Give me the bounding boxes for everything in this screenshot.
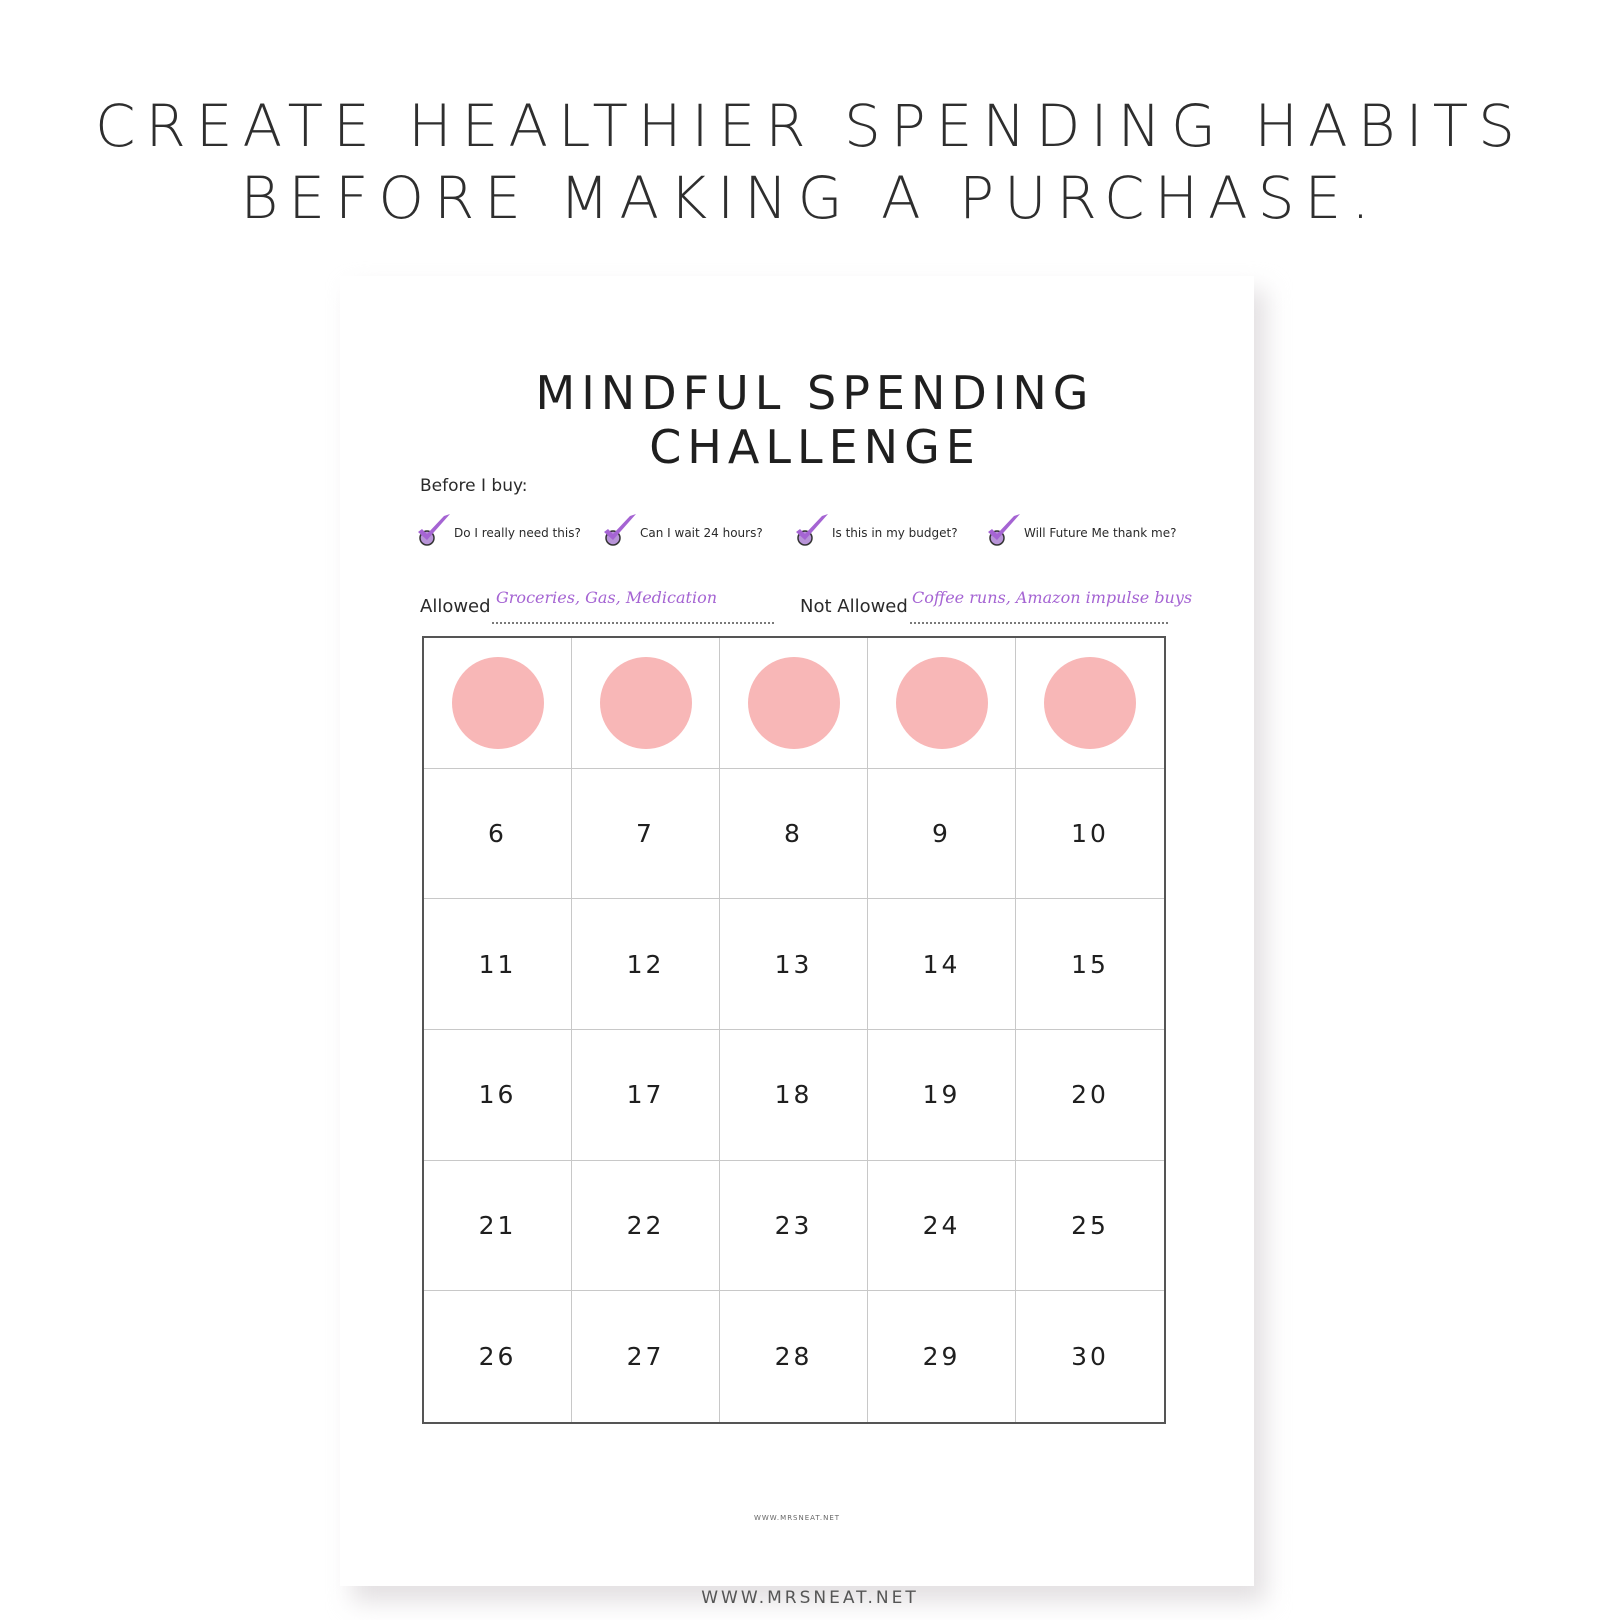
day-number: 13 — [774, 949, 813, 979]
worksheet-title: MINDFUL SPENDING CHALLENGE — [535, 366, 1095, 474]
day-number: 24 — [922, 1210, 961, 1240]
day-cell — [1016, 899, 1164, 1030]
day-cell — [424, 1030, 572, 1161]
day-number: 22 — [626, 1210, 665, 1240]
day-number: 14 — [922, 949, 961, 979]
day-cell — [572, 899, 720, 1030]
day-number: 30 — [1071, 1342, 1109, 1372]
allowed-line — [492, 622, 774, 624]
day-cell — [424, 1291, 572, 1422]
checklist-item-label: Is this in my budget? — [832, 526, 958, 540]
day-cell — [572, 1030, 720, 1161]
checklist-item — [414, 508, 581, 548]
not-allowed-label: Not Allowed — [800, 596, 908, 617]
day-number: 8 — [784, 818, 803, 848]
day-number: 7 — [636, 818, 655, 848]
day-number: 25 — [1071, 1210, 1109, 1240]
day-cell — [868, 1030, 1016, 1161]
checklist-item-label: Will Future Me thank me? — [1024, 526, 1177, 540]
day-number: 21 — [478, 1210, 517, 1240]
checkmark-icon — [414, 508, 458, 548]
day-cell — [572, 769, 720, 900]
day-cell — [720, 1291, 868, 1422]
day-cell — [720, 1161, 868, 1292]
day-cell — [720, 638, 868, 769]
day-cell — [868, 899, 1016, 1030]
day-cell — [720, 899, 868, 1030]
day-cell — [1016, 1161, 1164, 1292]
day-number: 26 — [478, 1342, 517, 1372]
day-number: 18 — [774, 1080, 813, 1110]
checklist-item — [792, 508, 958, 548]
day-cell — [424, 1161, 572, 1292]
day-number: 28 — [774, 1342, 813, 1372]
day-number: 11 — [478, 949, 517, 979]
day-cell — [424, 638, 572, 769]
day-number: 29 — [922, 1342, 961, 1372]
day-number: 9 — [932, 818, 951, 848]
day-cell — [572, 1291, 720, 1422]
day-cell — [720, 1030, 868, 1161]
checklist-item — [984, 508, 1176, 548]
checklist-item-label: Do I really need this? — [454, 526, 581, 540]
worksheet-page — [340, 276, 1254, 1586]
day-cell — [1016, 638, 1164, 769]
day-number: 23 — [774, 1210, 813, 1240]
not-allowed-line — [910, 622, 1168, 624]
day-number: 6 — [488, 818, 507, 848]
day-number: 15 — [1071, 949, 1109, 979]
checklist-item — [600, 508, 763, 548]
day-number: 16 — [478, 1080, 517, 1110]
day-number: 10 — [1071, 818, 1109, 848]
day-cell — [868, 1291, 1016, 1422]
checklist — [414, 508, 1177, 548]
day-cell — [1016, 769, 1164, 900]
site-footer-url: WWW.MRSNEAT.NET — [701, 1588, 919, 1608]
completed-day-dot — [896, 657, 988, 749]
day-number: 19 — [922, 1080, 961, 1110]
day-cell — [720, 769, 868, 900]
day-cell — [868, 769, 1016, 900]
day-cell — [868, 1161, 1016, 1292]
day-cell — [572, 638, 720, 769]
completed-day-dot — [1044, 657, 1136, 749]
challenge-grid — [422, 636, 1166, 1424]
day-cell — [424, 899, 572, 1030]
day-cell — [1016, 1291, 1164, 1422]
headline-line-1: CREATE HEALTHIER SPENDING HABITS — [95, 92, 1525, 160]
completed-day-dot — [600, 657, 692, 749]
day-cell — [572, 1161, 720, 1292]
completed-day-dot — [748, 657, 840, 749]
day-cell — [424, 769, 572, 900]
day-cell — [868, 638, 1016, 769]
before-buy-label: Before I buy: — [420, 476, 528, 496]
allowed-value: Groceries, Gas, Medication — [496, 588, 718, 607]
checkmark-icon — [600, 508, 644, 548]
checkmark-icon — [792, 508, 836, 548]
completed-day-dot — [452, 657, 544, 749]
day-cell — [1016, 1030, 1164, 1161]
day-number: 17 — [626, 1080, 665, 1110]
checklist-item-label: Can I wait 24 hours? — [640, 526, 763, 540]
headline-line-2: BEFORE MAKING A PURCHASE. — [240, 164, 1380, 232]
day-number: 12 — [626, 949, 665, 979]
checkmark-icon — [984, 508, 1028, 548]
not-allowed-value: Coffee runs, Amazon impulse buys — [912, 588, 1193, 607]
day-number: 20 — [1071, 1080, 1109, 1110]
allowed-label: Allowed — [420, 596, 491, 617]
page-footer-url: WWW.MRSNEAT.NET — [753, 1514, 841, 1522]
day-number: 27 — [626, 1342, 665, 1372]
